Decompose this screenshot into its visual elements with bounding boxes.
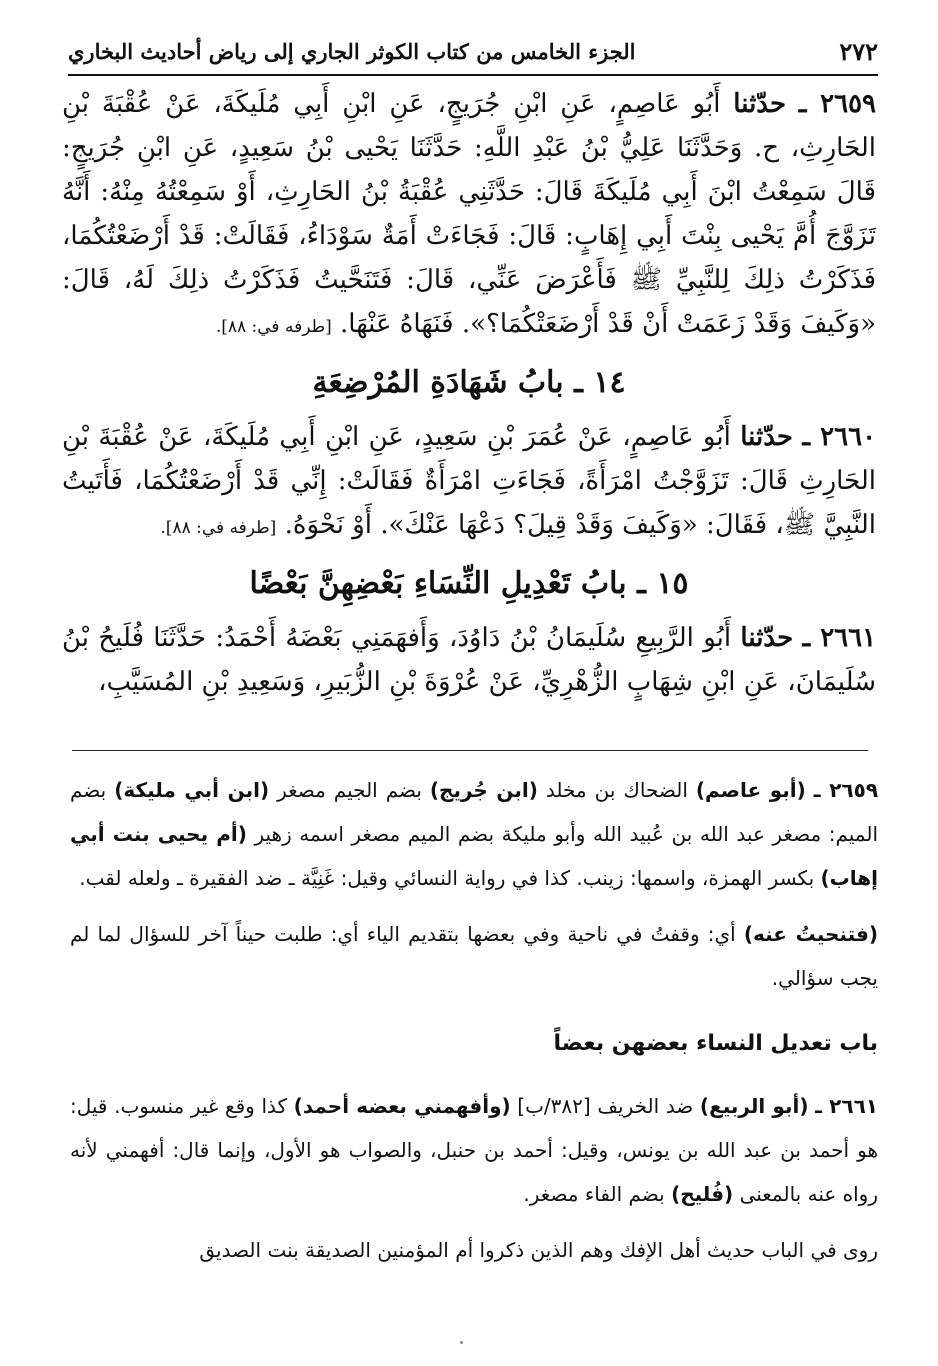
cross-reference: [طرفه في: ٨٨].	[160, 518, 277, 538]
commentary-2661	[70, 1084, 878, 1216]
hadith-number: ٢٦٥٩ ـ	[798, 89, 877, 119]
commentary-last-line: روى في الباب حديث أهل الإفك وهم الذين ذكروا أم المؤمنين الصديقة بنت الصديق	[199, 1238, 878, 1262]
term: (فتنحيتُ عنه)	[743, 922, 878, 946]
hadith-opening: حدّثنا	[733, 89, 787, 119]
page-number: ٢٧٢	[839, 36, 878, 66]
hadith-text: أَبُو عَاصِمٍ، عَنْ عُمَرَ بْنِ سَعِيدٍ، عَنِ ابْنِ أَبِي مُلَيكَةَ، عَنْ عُقْبَةَ بْنِ الحَارِثِ قَالَ: تَزَوَّجْتُ امْرَأَةً، فَجَاءَتِ امْرَأَةٌ فَقَالَتْ: إِنِّي قَدْ أَرْضَعْتُكُمَا، فَأَتَيتُ النَّبِيَّ ﷺ، فَقَالَ: «وَكَيفَ وَقَدْ قِيلَ؟ دَعْهَا عَنْكَ». أَوْ نَحْوَهُ.	[62, 422, 876, 540]
gloss: أي: وقفتُ في ناحية وفي بعضها بتقديم الياء أي: طلبت حيناً آخر للسؤال لما لم يجب سؤالي.	[70, 922, 878, 990]
gloss: بضم الميم: مصغر عبد الله بن عُبيد الله وأبو مليكة بضم الميم مصغر اسمه زهير	[70, 778, 879, 846]
commentary-number: ٢٦٦١ ـ	[815, 1094, 878, 1118]
hadith-number: ٢٦٦١ ـ	[802, 623, 877, 653]
term: (أبو عاصم)	[695, 778, 806, 802]
gloss: بكسر الهمزة، واسمها: زينب. كذا في رواية النسائي وقيل: غَنِيَّة ـ ضد الفقيرة ـ ولعله لقب.	[79, 866, 815, 890]
term: (فُليح)	[671, 1182, 734, 1206]
running-header	[68, 28, 878, 76]
commentary-chapter-heading: باب تعديل النساء بعضهن بعضاً	[553, 1031, 878, 1056]
scan-speck	[460, 1341, 463, 1344]
term: (أم يحيى بنت أبي إهاب)	[70, 822, 878, 890]
gloss: كذا وقع غير منسوب. قيل: هو أحمد بن عبد الله بن يونس، وقيل: أحمد بن حنبل، والصواب هو الأول، وإنما قال: أفهمني لأنه رواه عنه بالمعنى	[70, 1094, 878, 1206]
book-title: الجزء الخامس من كتاب الكوثر الجاري إلى رياض أحاديث البخاري	[68, 38, 636, 64]
gloss: الضحاك بن مخلد	[545, 778, 688, 802]
term: (ابن أبي مليكة)	[114, 778, 270, 802]
footnote-divider	[72, 750, 868, 751]
term: (وأفهمني بعضه أحمد)	[293, 1094, 511, 1118]
main-text	[62, 82, 876, 706]
chapter-heading-14: ١٤ ـ بابُ شَهَادَةِ المُرْضِعَةِ	[312, 365, 626, 400]
commentary-tanahha	[70, 912, 878, 1000]
cross-reference: [طرفه في: ٨٨].	[215, 317, 332, 337]
hadith-number: ٢٦٦٠ ـ	[802, 422, 877, 452]
chapter-heading-15: ١٥ ـ بابُ تَعْدِيلِ النِّسَاءِ بَعْضِهِنَّ بَعْضًا	[249, 566, 689, 601]
commentary-2659	[70, 768, 878, 900]
hadith-2660	[62, 415, 876, 550]
commentary-number: ٢٦٥٩ ـ	[813, 778, 879, 802]
hadith-text: أَبُو الرَّبِيعِ سُلَيمَانُ بْنُ دَاوُدَ، وَأَفهَمَنِي بَعْضَهُ أَحْمَدُ: حَدَّثَنَا فُلَيحُ بْنُ سُلَيمَانَ، عَنِ ابْنِ شِهَابٍ الزُّهْرِيِّ، عَنْ عُرْوَةَ بْنِ الزُّبَيرِ، وَسَعِيدِ بْنِ المُسَيَّبِ،	[62, 623, 876, 697]
gloss: بضم الفاء مصغر.	[523, 1182, 665, 1206]
hadith-opening: حدّثنا	[740, 422, 793, 452]
hadith-opening: حدّثنا	[740, 623, 794, 653]
hadith-text: أَبُو عَاصِمٍ، عَنِ ابْنِ جُرَيجٍ، عَنِ ابْنِ أَبِي مُلَيكَةَ، عَنْ عُقْبَةَ بْنِ الحَارِثِ، ح. وَحَدَّثَنَا عَلِيُّ بْنُ عَبْدِ اللَّهِ: حَدَّثَنَا يَحْيى بْنُ سَعِيدٍ، عَنِ ابْنِ جُرَيجٍ: قَالَ سَمِعْتُ ابْنَ أَبِي مُلَيكَةَ قَالَ: حَدَّثَنِي عُقْبَةُ بْنُ الحَارِثِ، أَوْ سَمِعْتُهُ مِنْهُ: أَنَّهُ تَزَوَّجَ أُمَّ يَحْيى بِنْتَ أَبِي إِهَابٍ: قَالَ: فَجَاءَتْ أَمَةٌ سَوْدَاءُ، فَقَالَتْ: قَدْ أَرْضَعْتُكُمَا، فَذَكَرْتُ ذلِكَ لِلنَّبِيِّ ﷺ فَأَعْرَضَ عَنِّي، قَالَ: فَتَنَحَّيتُ فَذَكَرْتُ ذلِكَ لَهُ، قَالَ: «وَكَيفَ وَقَدْ زَعَمَتْ أَنْ قَدْ أَرْضَعَتْكُمَا؟». فَنَهَاهُ عَنْهَا.	[62, 89, 876, 339]
commentary	[70, 768, 878, 1284]
term: (أبو الربيع)	[699, 1094, 809, 1118]
gloss: ضد الخريف [٣٨٢/ب]	[517, 1094, 694, 1118]
term: (ابن جُريج)	[429, 778, 538, 802]
hadith-2661	[62, 616, 876, 704]
gloss: بضم الجيم مصغر	[277, 778, 422, 802]
hadith-2659	[62, 82, 876, 349]
